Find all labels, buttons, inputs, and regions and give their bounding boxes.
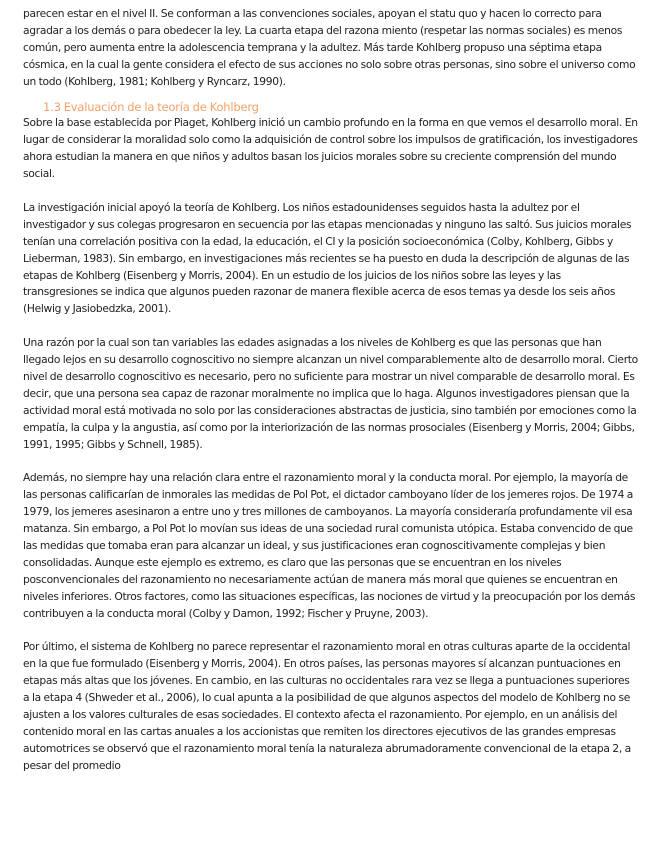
body-paragraph-3: Una razón por la cual son tan variables las edades asignadas a los niveles de Kohlberg es que las personas que han llegado lejos en su desarrollo cognoscitivo no siempre alcanzan un nivel comparablemente alto de desarrollo moral. Cierto nivel de desarrollo cognoscitivo es necesario, pero no suficiente para mostrar un nivel comparable de desarrollo moral. Es decir, que una persona sea capaz de razonar moralmente no implica que lo haga. Algunos investigadores piensan que la actividad moral está motivada no solo por las consideraciones abstractas de justicia, sino también por emociones como la empatía, la culpa y la angustia, así como por la interiorización de las normas prosociales (Eisenberg y Morris, 2004; Gibbs, 1991, 1995; Gibbs y Schnell, 1985). (23, 336, 638, 451)
body-paragraph-1: Sobre la base establecida por Piaget, Kohlberg inició un cambio profundo en la forma en que vemos el desarrollo moral. En lugar de considerar la moralidad solo como la adquisición de control sobre los impulsos de gratificación, los investigadores ahora estudian la manera en que niños y adultos basan los juicios morales sobre su creciente comprensión del mundo social. (23, 116, 638, 181)
section-heading: 1.3 Evaluación de la teoría de Kohlberg (43, 99, 259, 114)
body-paragraph-5: Por último, el sistema de Kohlberg no parece representar el razonamiento moral en otras culturas aparte de la occidental en la que fue formulado (Eisenberg y Morris, 2004). En otros países, las personas mayores sí alcanzan puntuaciones en etapas más altas que los jóvenes. En cambio, en las culturas no occidentales rara vez se llega a puntuaciones superiores a la etapa 4 (Shweder et al., 2006), lo cual apunta a la posibilidad de que algunos aspectos del modelo de Kohlberg no se ajusten a los valores culturales de esas sociedades. El contexto afecta el razonamiento. Por ejemplo, en un análisis del contenido moral en las cartas anuales a los accionistas que remiten los directores ejecutivos de las grandes empresas automotrices se observó que el razonamiento moral tenía la naturaleza abrumadoramente convencional de la etapa 2, a pesar del promedio (23, 640, 631, 772)
body-paragraph-2: La investigación inicial apoyó la teoría de Kohlberg. Los niños estadounidenses seguidos hasta la adultez por el investigador y sus colegas progresaron en secuencia por las etapas mencionadas y ninguno las saltó. Sus juicios morales tenían una correlación positiva con la edad, la educación, el CI y la posición socioeconómica (Colby, Kohlberg, Gibbs y Lieberman, 1983). Sin embargo, en investigaciones más recientes se ha puesto en duda la descripción de algunas de las etapas de Kohlberg (Eisenberg y Morris, 2004). En un estudio de los juicios de los niños sobre las leyes y las transgresiones se indica que algunos pueden razonar de manera flexible acerca de esos temas ya desde los seis años (Helwig y Jasiobedzka, 2001). (23, 200, 632, 316)
document-page (23, 6, 638, 792)
intro-paragraph: parecen estar en el nivel II. Se conforman a las convenciones sociales, apoyan el statu quo y hacen lo correcto para agradar a los demás o para obedecer la ley. La cuarta etapa del razona miento (respetar las normas sociales) es menos común, pero aumenta entre la adolescencia temprana y la adultez. Más tarde Kohlberg propuso una séptima etapa cósmica, en la cual la gente considera el efecto de sus acciones no solo sobre otras personas, sino sobre el universo como un todo (Kohlberg, 1981; Kohlberg y Ryncarz, 1990). (23, 7, 636, 88)
body-paragraph-4: Además, no siempre hay una relación clara entre el razonamiento moral y la conducta moral. Por ejemplo, la mayoría de las personas calificarían de inmorales las medidas de Pol Pot, el dictador camboyano líder de los jemeres rojos. De 1974 a 1979, los jemeres asesinaron a entre uno y tres millones de camboyanos. La mayoría consideraría profundamente vil esa matanza. Sin embargo, a Pol Pot lo movían sus ideas de una sociedad rural comunista utópica. Estaba convencido de que las medidas que tomaba eran para alcanzar un ideal, y sus justificaciones eran cognoscitivamente complejas y bien consolidadas. Aunque este ejemplo es extremo, es claro que las personas que se encuentran en los niveles posconvencionales del razonamiento no necesariamente actúan de manera más moral que quienes se encuentran en niveles inferiores. Otros factores, como las situaciones específicas, las nociones de virtud y la preocupación por los demás contribuyen a la conducta moral (Colby y Damon, 1992; Fischer y Pruyne, 2003). (23, 471, 636, 620)
